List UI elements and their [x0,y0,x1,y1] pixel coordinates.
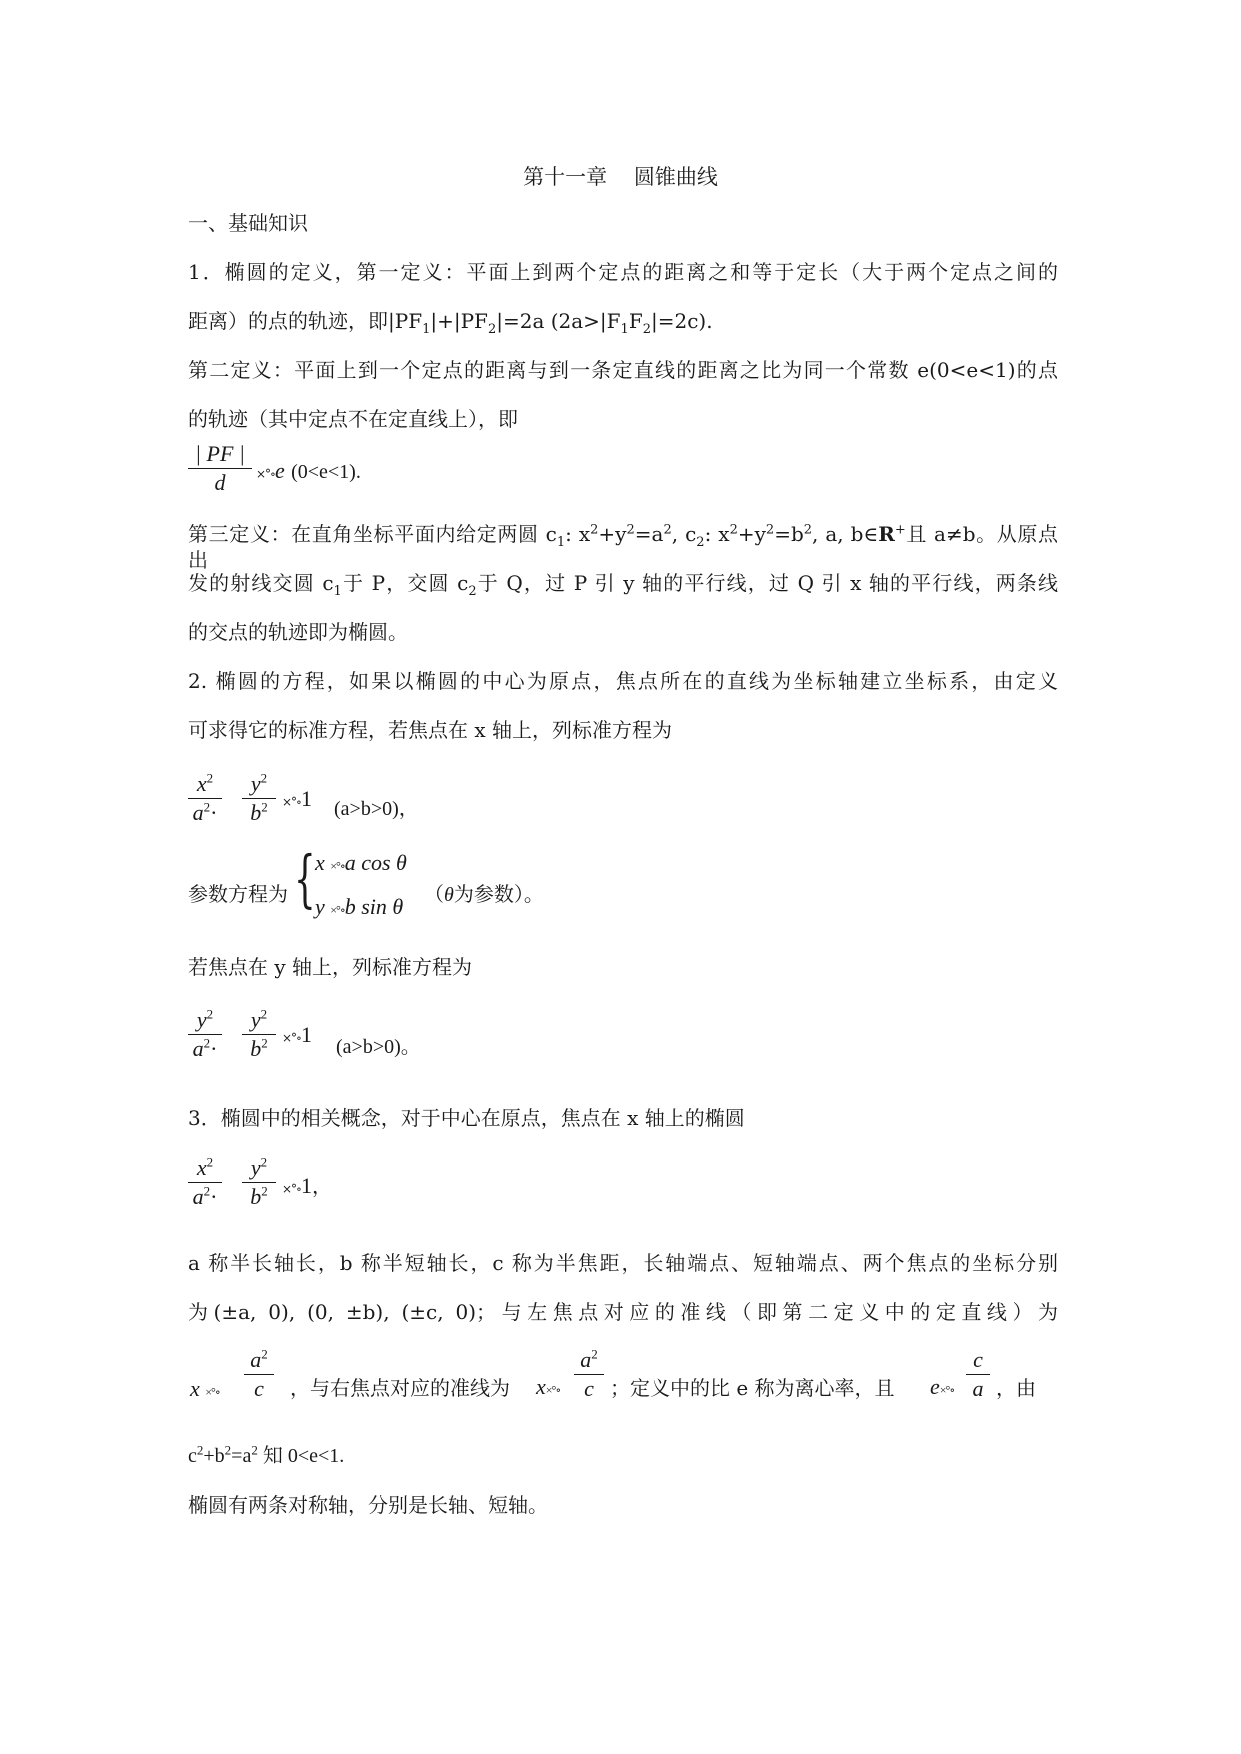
symmetry-axes-line: 椭圆有两条对称轴，分别是长轴、短轴。 [188,1493,548,1517]
eq1-rhs: ×°∘1 [282,786,312,811]
parametric-row-1: x ×°∘a cos θ [315,850,407,875]
paragraph-y-axis: 若焦点在 y 轴上，列标准方程为 [188,955,473,979]
definition-1-line-1: 1．椭圆的定义，第一定义：平面上到两个定点的距离之和等于定长（大于两个定点之间的 [188,260,1058,284]
definition-3-line-1: 第三定义：在直角坐标平面内给定两圆 $c_1$: $x^2+y^2=a^2$, $c_2$: $x^2+y^2=b^2$, a, b∈R+且 a≠b。从原点出 [188,522,1059,572]
definition-1-line-2: 距离）的点的轨迹，即$|PF_1|+|PF_2|=2a$ $(2a>|F_1F_2|=2c)$. [188,309,713,337]
paragraph-3: 3．椭圆中的相关概念，对于中心在原点，焦点在 x 轴上的椭圆 [188,1106,745,1130]
eq2-fraction-2: $y^2$ $b^2$ [242,1006,276,1063]
directrix-left-fraction: $a^2$ c [244,1346,274,1403]
directrix-right-x: x×°∘ [536,1374,561,1399]
section-heading: 一、基础知识 [188,211,308,235]
paragraph-2-line-2: 可求得它的标准方程，若焦点在 x 轴上，列标准方程为 [188,718,672,742]
definition-2-line-2: 的轨迹（其中定点不在定直线上），即 [188,407,518,431]
parametric-brace: { [294,842,316,915]
eq2-fraction-1: $y^2$ $a^2\cdot$ [188,1006,222,1063]
chapter-number: 第十一章 [523,165,608,189]
directrix-left-x: x ×°∘ [190,1376,220,1401]
eq2-condition: (a>b>0)。 [336,1036,421,1058]
eccentricity-e: e×°∘ [930,1374,955,1399]
eq3-fraction-x: $x^2$ $a^2\cdot$ [188,1154,222,1211]
parametric-note: （θ为参数）。 [424,882,544,906]
eq1-fraction-x: $x^2$ $a^2\cdot$ [188,770,222,827]
concepts-line-2: 为(±a, 0), (0, ±b), (±c, 0)；与左焦点对应的准线（即第二定义中的定直线）为 [188,1300,1058,1324]
parametric-row-2: y ×°∘b sin θ [315,894,404,919]
eq1-fraction-y: $y^2$ $b^2$ [242,770,276,827]
directrix-right-fraction: $a^2$ c [574,1346,604,1403]
parametric-label: 参数方程为 [188,882,288,906]
directrix-text-3: ，由 [996,1376,1036,1400]
eccentricity-fraction: c a [966,1346,990,1403]
directrix-text-1: ，与右焦点对应的准线为 [290,1376,510,1400]
relation-line: $c^2+b^2=a^2$ 知 0<e<1. [188,1442,345,1467]
definition-2-line-1: 第二定义：平面上到一个定点的距离与到一条定直线的距离之比为同一个常数 e(0<e<1)的点 [188,358,1058,382]
definition-3-line-2: 发的射线交圆 $c_1$于 P，交圆 $c_2$于 Q，过 P 引 y 轴的平行线，过 Q 引 x 轴的平行线，两条线 [188,571,1059,599]
ratio-equation-tail: ×°∘e (0<e<1). [256,458,361,483]
ratio-fraction: | PF | d [188,440,252,497]
concepts-line-1: a 称半长轴长，b 称半短轴长，c 称为半焦距，长轴端点、短轴端点、两个焦点的坐标分别 [188,1251,1058,1275]
definition-3-line-3: 的交点的轨迹即为椭圆。 [188,620,408,644]
paragraph-2-line-1: 2. 椭圆的方程，如果以椭圆的中心为原点，焦点所在的直线为坐标轴建立坐标系，由定义 [188,669,1058,693]
eq3-rhs: ×°∘1， [282,1173,332,1198]
eq3-fraction-y: $y^2$ $b^2$ [242,1154,276,1211]
chapter-title [0,161,1241,191]
chapter-name: 圆锥曲线 [633,165,718,189]
eq1-condition: (a>b>0)， [334,798,419,820]
eq2-rhs: ×°∘1 [282,1022,312,1047]
directrix-text-2: ；定义中的比 e 称为离心率，且 [610,1376,895,1400]
